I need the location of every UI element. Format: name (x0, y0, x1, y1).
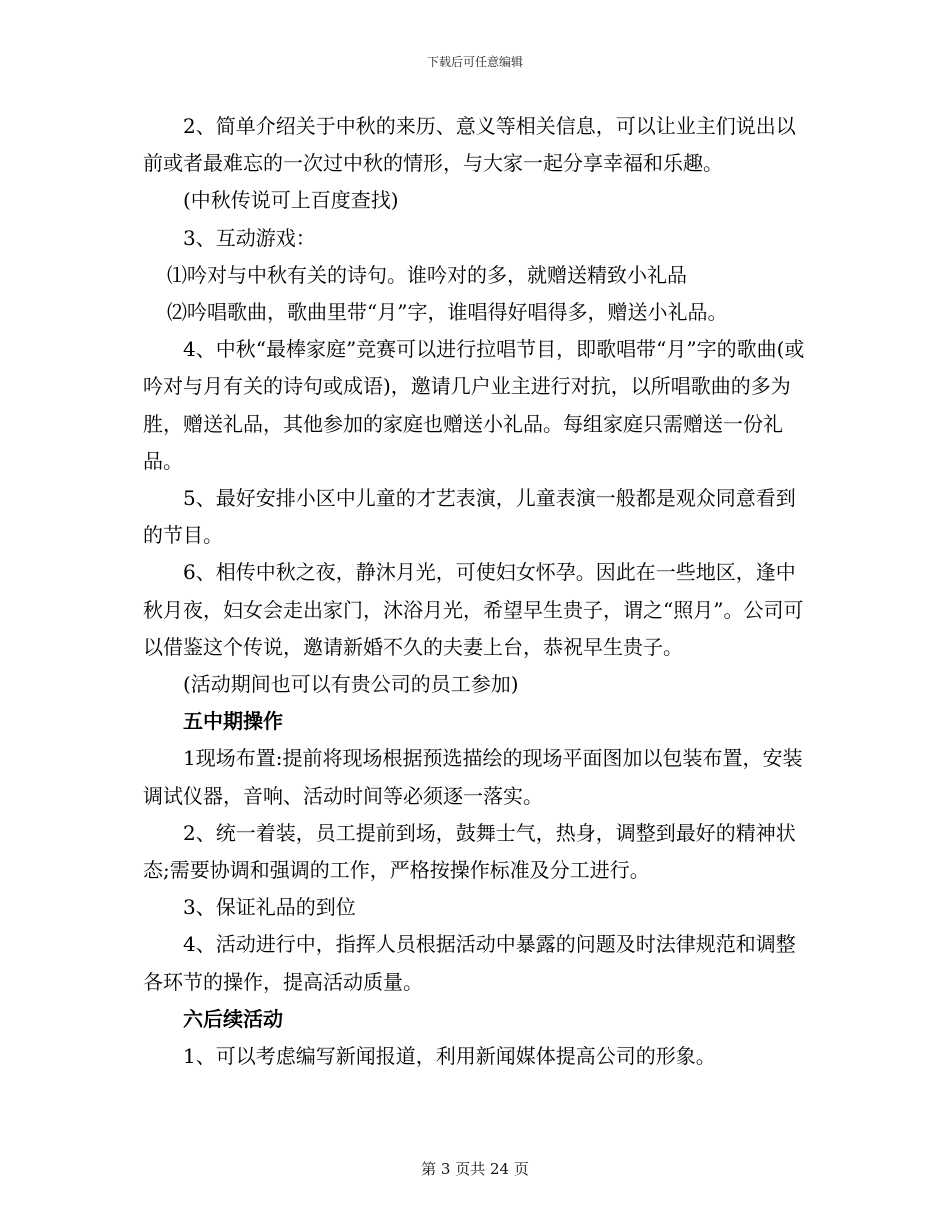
paragraph-3: 3、互动游戏： (183, 225, 316, 250)
paragraph-4: 4、中秋“最棒家庭”竞赛可以进行拉唱节目，即歌唱带“月”字的歌曲(或吟对与月有关的诗句或成语)，邀请几户业主进行对抗，以所唱歌曲的多为胜，赠送礼品，其他参加的家庭也赠送小礼品。每组家庭只需赠送一份礼品。 (143, 337, 805, 473)
paragraph-staff-note: (活动期间也可以有贵公司的员工参加) (183, 672, 519, 697)
paragraph-3-item-2: ⑵吟唱歌曲，歌曲里带“月”字，谁唱得好唱得多，赠送小礼品。 (167, 300, 728, 325)
paragraph-6: 6、相传中秋之夜，静沐月光，可使妇女怀孕。因此在一些地区，逢中秋月夜，妇女会走出家门，沐浴月光，希望早生贵子，谓之“照月”。公司可以借鉴这个传说，邀请新婚不久的夫妻上台，恭祝早生贵子。 (143, 560, 804, 659)
paragraph-mid-3: 3、保证礼品的到位 (183, 895, 356, 920)
paragraph-3-item-1: ⑴吟对与中秋有关的诗句。谁吟对的多，就赠送精致小礼品 (167, 262, 687, 287)
paragraph-follow-1: 1、可以考虑编写新闻报道，利用新闻媒体提高公司的形象。 (183, 1044, 716, 1069)
paragraph-legend-note: (中秋传说可上百度查找) (183, 188, 399, 213)
paragraph-mid-4: 4、活动进行中，指挥人员根据活动中暴露的问题及时法律规范和调整各环节的操作，提高活动质量。 (143, 932, 796, 994)
paragraph-2: 2、简单介绍关于中秋的来历、意义等相关信息，可以让业主们说出以前或者最难忘的一次过中秋的情形，与大家一起分享幸福和乐趣。 (143, 114, 796, 176)
page-footer: 第 3 页共 24 页 (421, 1160, 529, 1178)
document-body (143, 108, 808, 1075)
section-heading-6: 六后续活动 (183, 1006, 283, 1031)
page-header: 下载后可任意编辑 (426, 55, 523, 69)
paragraph-5: 5、最好安排小区中儿童的才艺表演，儿童表演一般都是观众同意看到的节目。 (143, 486, 796, 548)
paragraph-mid-1: 1现场布置:提前将现场根据预选描绘的现场平面图加以包装布置，安装调试仪器，音响、活动时间等必须逐一落实。 (143, 746, 803, 808)
section-heading-5: 五中期操作 (183, 709, 283, 734)
paragraph-mid-2: 2、统一着装，员工提前到场，鼓舞士气，热身，调整到最好的精神状态;需要协调和强调的工作，严格按操作标准及分工进行。 (143, 820, 796, 883)
